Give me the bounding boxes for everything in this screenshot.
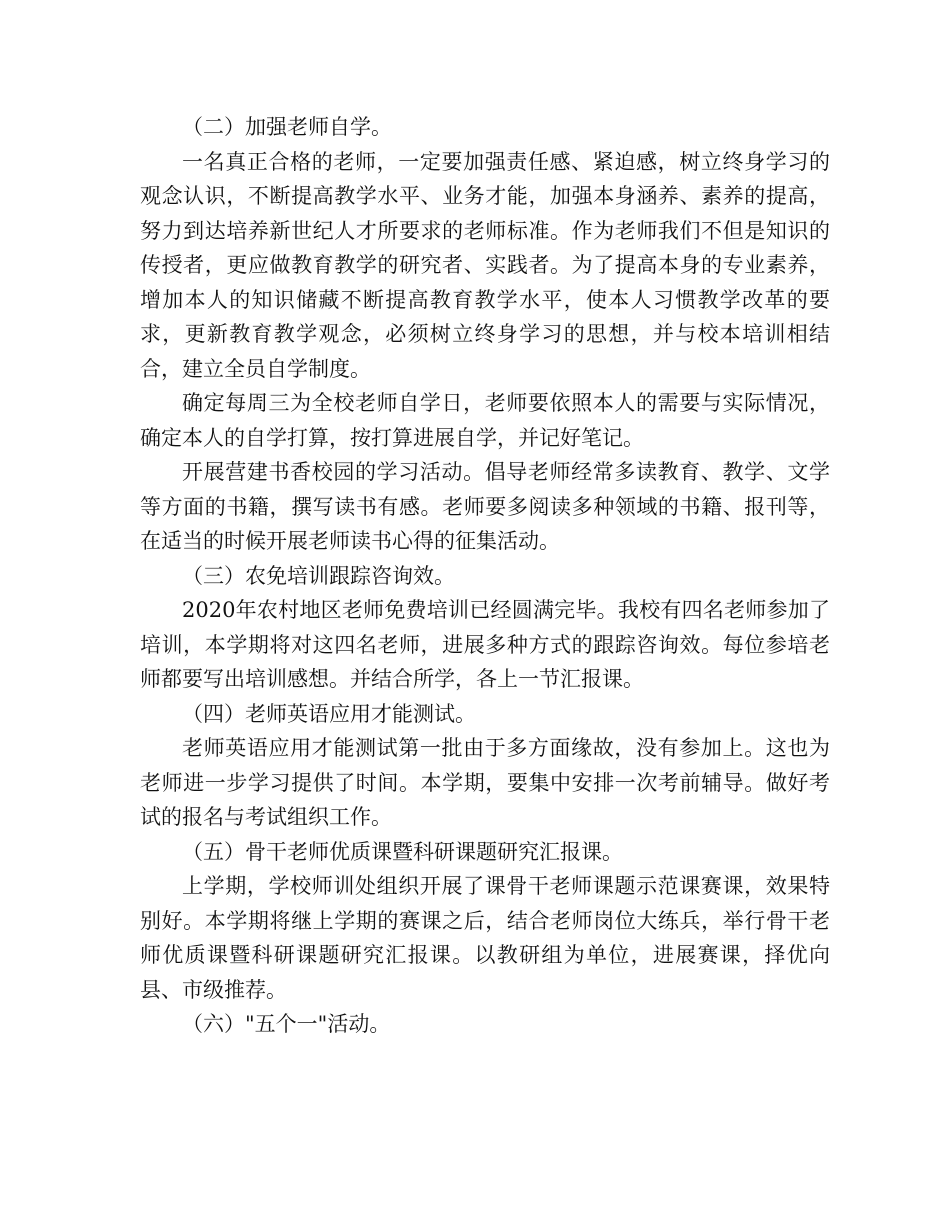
body-paragraph: 老师英语应用才能测试第一批由于多方面缘故，没有参加上。这也为老师进一步学习提供了时间。本学期，要集中安排一次考前辅导。做好考试的报名与考试组织工作。 xyxy=(140,736,830,829)
body-paragraph: 开展营建书香校园的学习活动。倡导老师经常多读教育、教学、文学等方面的书籍，撰写读书有感。老师要多阅读多种领域的书籍、报刊等，在适当的时候开展老师读书心得的征集活动。 xyxy=(140,460,830,553)
body-paragraph: 2020年农村地区老师免费培训已经圆满完毕。我校有四名老师参加了培训，本学期将对这四名老师，进展多种方式的跟踪咨询效。每位参培老师都要写出培训感想。并结合所学，各上一节汇报课。 xyxy=(140,598,830,691)
section-heading-2: （二）加强老师自学。 xyxy=(182,115,392,139)
body-paragraph: 上学期，学校师训处组织开展了课骨干老师课题示范课赛课，效果特别好。本学期将继上学期的赛课之后，结合老师岗位大练兵，举行骨干老师优质课暨科研课题研究汇报课。以教研组为单位，进展赛课，择优向县、市级推荐。 xyxy=(140,874,830,1002)
document-page xyxy=(140,110,830,1042)
section-heading-5: （五）骨干老师优质课暨科研课题研究汇报课。 xyxy=(182,839,623,864)
section-heading-3: （三）农免培训跟踪咨询效。 xyxy=(182,563,455,588)
section-heading-4: （四）老师英语应用才能测试。 xyxy=(182,701,476,726)
section-heading-6: （六）"五个一"活动。 xyxy=(182,1012,391,1036)
body-paragraph: 一名真正合格的老师，一定要加强责任感、紧迫感，树立终身学习的观念认识，不断提高教学水平、业务才能，加强本身涵养、素养的提高，努力到达培养新世纪人才所要求的老师标准。作为老师我们不但是知识的传授者，更应做教育教学的研究者、实践者。为了提高本身的专业素养，增加本人的知识储藏不断提高教育教学水平，使本人习惯教学改革的要求，更新教育教学观念，必须树立终身学习的思想，并与校本培训相结合，建立全员自学制度。 xyxy=(140,149,830,381)
body-paragraph: 确定每周三为全校老师自学日，老师要依照本人的需要与实际情况，确定本人的自学打算，按打算进展自学，并记好笔记。 xyxy=(140,391,830,450)
